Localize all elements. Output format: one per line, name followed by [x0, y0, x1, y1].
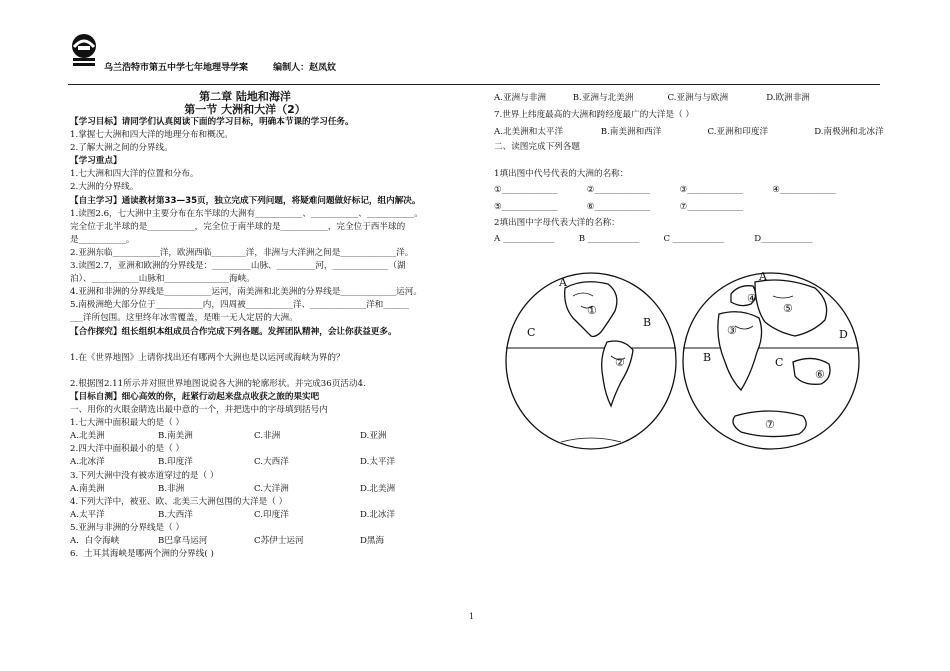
page-number: 1 [469, 612, 475, 621]
text-line: 2.了解大洲之间的分界线。 [70, 143, 173, 154]
answer-option: B.非洲 [158, 483, 185, 494]
section-heading [70, 195, 470, 208]
section-heading-label: 【自主学习】 [70, 195, 122, 206]
section-heading-text: 细心高效的你，赶紧行动起来盘点收获之旅的果实吧 [121, 391, 320, 402]
blank-label: B [578, 233, 586, 244]
q7-option-a: A.北美洲和太平洋 [494, 127, 564, 138]
header-rule [68, 84, 880, 85]
section-heading [70, 326, 470, 339]
section-heading-label: 【目标自测】 [70, 391, 122, 402]
text-line: 5.亚洲与非洲的分界线是（ ） [70, 522, 185, 533]
answer-option: C.非洲 [254, 431, 281, 442]
section-heading [70, 116, 470, 129]
text-line: 一、用你的火眼金睛选出最中意的一个，并把选中的字母填到括号内 [70, 405, 328, 416]
section-two-heading: 二、读图完成下列各题 [494, 142, 580, 153]
answer-option: C.大西洋 [254, 457, 289, 468]
text-line [70, 365, 470, 378]
q7-option-d: D.南极洲和北冰洋 [814, 127, 884, 138]
q7-option-b: B.南美洲和西洋 [600, 127, 662, 138]
text-line: 泊）、___________山脉和_______________海峡。 [70, 274, 255, 285]
text-line: 完全位于北半球的是___________，完全位于南半球的是___________，完全位于西半球的 [70, 221, 406, 232]
answer-option: B巴拿马运河 [158, 536, 208, 546]
western-hemisphere [506, 273, 676, 449]
text-line: 1.掌握七大洲和四大洋的地理分布和概况。 [70, 130, 233, 141]
right-column [494, 92, 884, 246]
text-line: 3.读图2.7，亚洲和欧洲的分界线是：_________山脉、_________河，_____________（湖 [70, 261, 406, 272]
map-label-east-c: C [775, 356, 784, 369]
blank-label: D [754, 233, 762, 244]
section-heading-text: 组长组织本组成员合作完成下列各题。发挥团队精神，会让你获益更多。 [121, 326, 397, 337]
blank-label: C [663, 233, 671, 244]
q7-option-c: C.亚洲和印度洋 [707, 127, 769, 138]
map-label-west-2: ② [615, 356, 625, 369]
answer-options [70, 456, 470, 469]
answer-option: C苏伊士运河 [254, 536, 304, 546]
answer-option: C.大洋洲 [254, 483, 289, 494]
blank-label: ② [586, 185, 595, 196]
answer-option: D.亚洲 [360, 431, 387, 442]
blank-label: A [494, 233, 501, 244]
q7-options [494, 126, 884, 139]
blank-label: ④ [772, 185, 780, 196]
school-logo [64, 30, 104, 70]
map-label-east-6: ⑥ [815, 368, 825, 381]
map-label-east-a: A [759, 270, 767, 283]
answer-option: A.北冰洋 [70, 457, 105, 468]
answer-option: B.大西洋 [158, 509, 193, 520]
school-name: 乌兰浩特市第五中学七年地理导学案 [104, 63, 249, 73]
text-line: 2.四大洋中面积最小的是（ ） [70, 444, 185, 455]
text-line: 4.下列大洋中，被亚、欧、北美三大洲包围的大洋是（ ） [70, 496, 288, 507]
blank-label: ⑦ [679, 201, 688, 212]
section-heading-text: 请同学们认真阅读下面的学习目标，明确本节课的学习任务。 [121, 117, 354, 127]
map-label-west-1: ① [587, 304, 597, 317]
africa-outline [718, 312, 762, 390]
fill-continents-prompt: 1填出图中代号代表的大洲的名称： [494, 169, 629, 180]
antarctica-west-outline [561, 438, 621, 442]
chapter-title: 第二章 陆地和海洋 [199, 90, 291, 103]
answer-option: B.南美洲 [158, 431, 193, 442]
q6-option-c: C.亚洲与与欧洲 [667, 93, 729, 103]
answer-option: B.印度洋 [158, 457, 193, 468]
answer-options [70, 483, 470, 496]
text-line: 5.南极洲绝大部分位于___________内，四周被___________洋、_____________洋和______ [70, 300, 410, 311]
section-heading-label: 【学习目标】 [70, 117, 122, 127]
map-label-east-7: ⑦ [765, 418, 775, 431]
section-heading-label: 【学习重点】 [70, 156, 122, 167]
map-label-east-b: B [703, 351, 712, 364]
text-line: 1.七大洲中面积最大的是（ ） [70, 418, 185, 429]
map-label-west-c: C [527, 326, 536, 339]
q6-options [494, 92, 884, 105]
map-label-west-b: B [643, 316, 652, 329]
answer-options [70, 509, 470, 522]
fill-oceans-row: A ____________ B ____________ C ____________ D____________ [494, 233, 813, 244]
answer-options [70, 430, 470, 443]
text-line: 是___________。 [70, 234, 135, 245]
map-label-east-4: ④ [747, 292, 757, 305]
answer-option: D黑海 [360, 536, 385, 546]
section-heading-text: 通读教材第33—35页，独立完成下列问题，将疑难问题做好标记，组内解决。 [121, 195, 421, 206]
answer-option: A.南美洲 [70, 483, 105, 494]
text-line: 1.读图2.6，七大洲中主要分布在东半球的大洲有___________、___________、___________。 [70, 208, 423, 219]
section-heading [70, 155, 470, 168]
fill-continents-row2: ⑤_____________ ⑥_____________ ⑦_____________ [494, 201, 744, 212]
map-label-east-5: ⑤ [783, 302, 793, 315]
answer-option: A．白令海峡 [70, 536, 120, 546]
text-line: 2.根据图2.11所示并对照世界地图说说各大洲的轮廓形状。并完成36页活动4. [70, 378, 366, 389]
section-title: 第一节 大洲和大洋（2） [184, 103, 306, 116]
section-heading-label: 【合作探究】 [70, 326, 122, 337]
text-line: 1.在《世界地图》上请你找出还有哪两个大洲也是以运河或海峡为界的？ [70, 352, 345, 363]
answer-option: A.北美洲 [70, 431, 105, 442]
answer-option: C.印度洋 [254, 509, 289, 520]
text-line: 3.下列大洲中没有被赤道穿过的是（ ） [70, 470, 219, 481]
section-heading [70, 391, 470, 404]
answer-option: D.北美洲 [360, 483, 396, 494]
text-line: 6．土耳其海峡是哪两个洲的分界线( ) [70, 549, 214, 560]
answer-options [70, 535, 470, 548]
fill-oceans-prompt: 2填出图中字母代表大洋的名称： [494, 217, 620, 228]
q6-option-d: D.欧洲非洲 [766, 93, 810, 103]
world-hemispheres-map [503, 266, 863, 456]
document-header [104, 60, 358, 73]
left-column [70, 116, 470, 561]
map-label-west-a: A [559, 276, 567, 289]
text-line: 1.七大洲和四大洋的位置和分布。 [70, 169, 199, 180]
fill-continents-row1: ①_____________ ②_____________ ③_____________ ④_____________ [494, 185, 836, 196]
text-line: 2.亚洲东临___________洋，欧洲西临________洋，非洲与大洋洲之间是_____________洋。 [70, 247, 414, 258]
map-label-east-3: ③ [727, 324, 737, 337]
text-line [70, 339, 470, 352]
blank-label: ③ [679, 185, 688, 196]
answer-option: D.太平洋 [360, 457, 396, 468]
blank-label: ① [494, 185, 502, 196]
editor-name: 编制人：赵凤妏 [273, 63, 337, 73]
text-line: 2.大洲的分界线。 [70, 182, 139, 193]
q6-option-a: A.亚洲与非洲 [494, 93, 546, 103]
q7: 7.世界上纬度最高的大洲和跨经度最广的大洋是（ ） [494, 110, 694, 121]
text-line: 4.亚洲和非洲的分界线是___________运河，南美洲和北美洲的分界线是_____________运河。 [70, 287, 422, 298]
answer-option: A.太平洋 [70, 509, 105, 520]
q6-option-b: B.亚洲与北美洲 [572, 93, 634, 103]
map-label-east-d: D [839, 328, 848, 341]
blank-label: ⑤ [494, 201, 502, 212]
answer-option: D.北冰洋 [360, 509, 396, 520]
south-america-outline [602, 341, 633, 406]
blank-label: ⑥ [586, 201, 595, 212]
text-line: ___洋所包围。这里终年冰雪覆盖，是唯一无人定居的大洲。 [70, 313, 298, 324]
